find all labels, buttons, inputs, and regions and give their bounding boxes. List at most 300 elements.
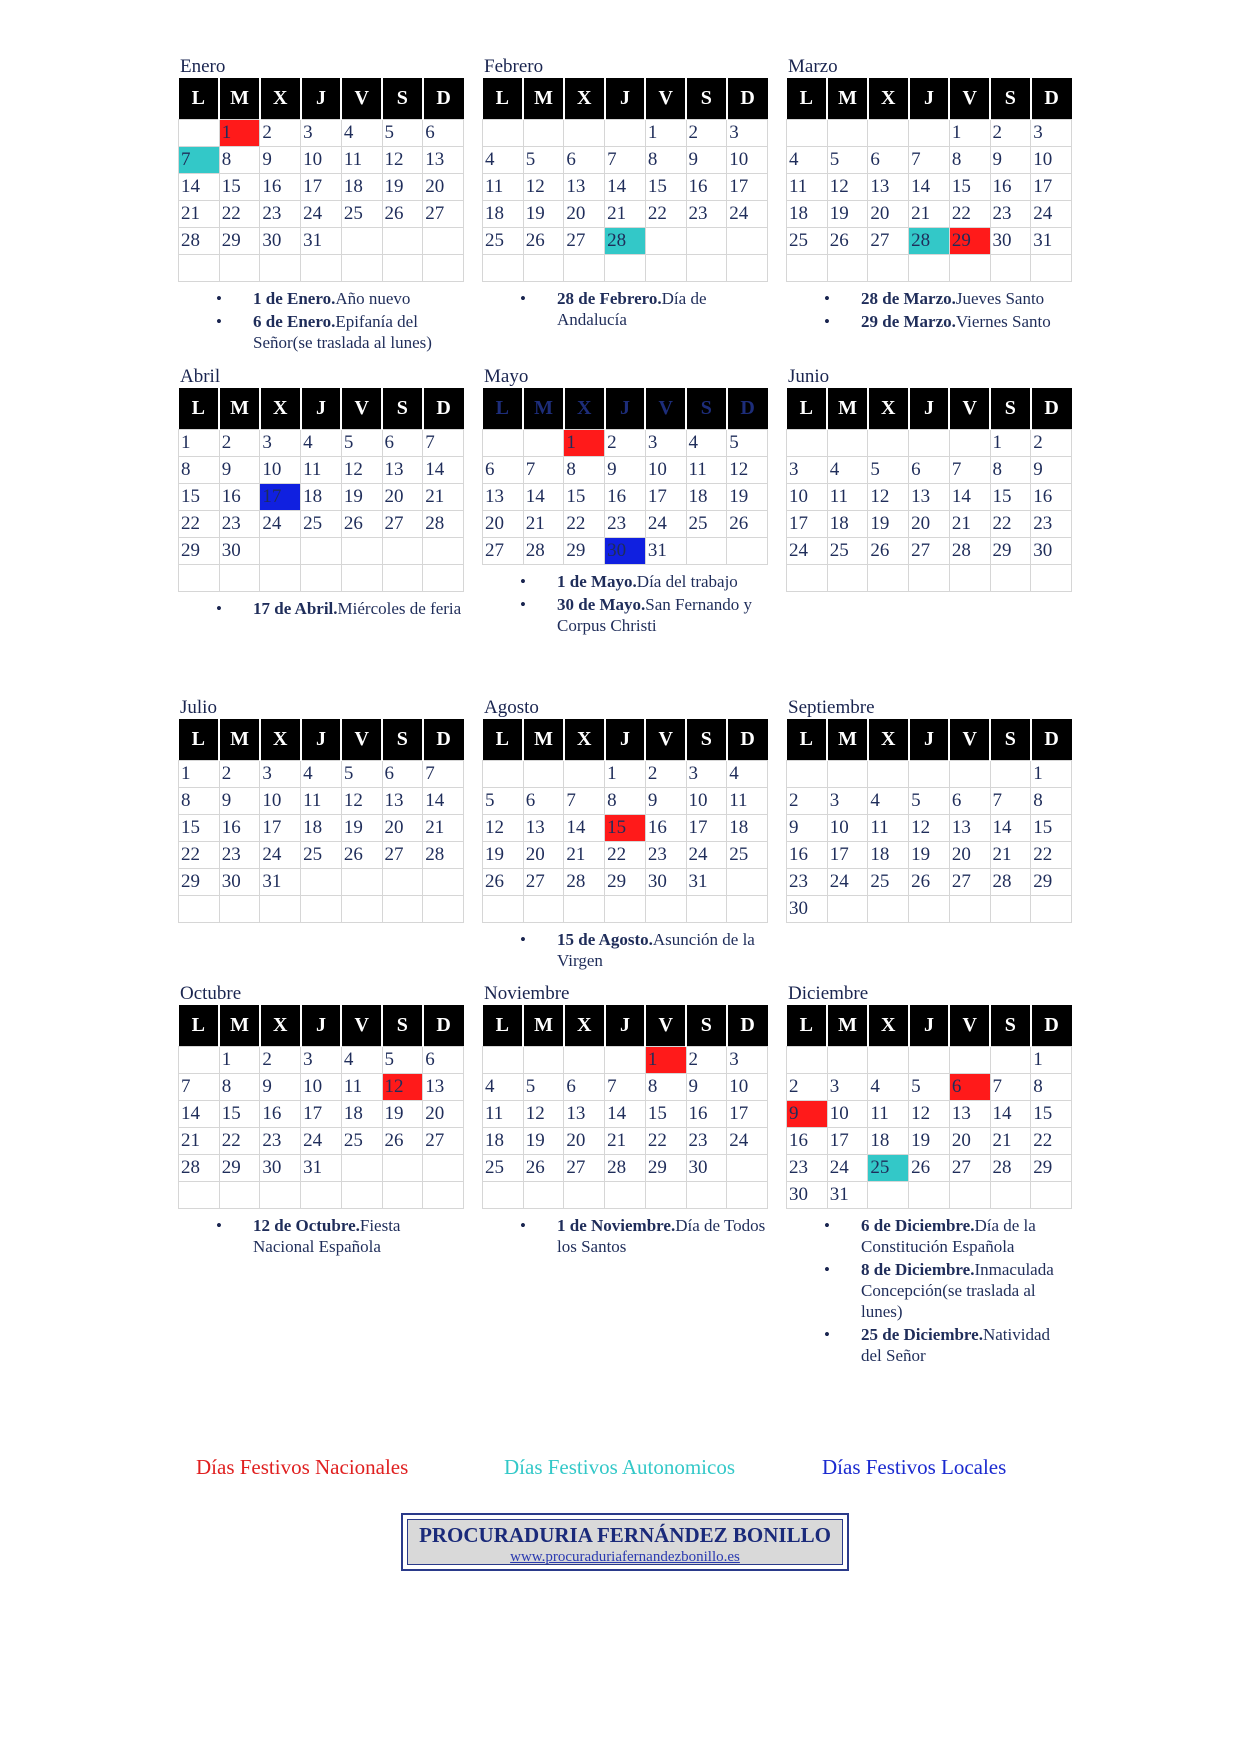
day-cell [787,120,828,147]
day-cell: 31 [301,1155,342,1182]
weekday-header: S [686,78,727,120]
month-table [482,719,768,923]
month-julio [178,697,464,923]
month-title: Agosto [484,697,539,718]
day-cell [645,228,686,255]
day-cell: 1 [219,120,260,147]
day-cell: 26 [523,1155,564,1182]
day-cell [990,255,1031,282]
weekday-header: X [868,388,909,430]
weekday-header: V [949,388,990,430]
day-cell [727,538,768,565]
day-cell [605,120,646,147]
day-cell [423,228,464,255]
month-title: Julio [180,697,217,718]
holiday-note [861,1215,1072,1257]
holiday-date: 25 de Diciembre. [861,1325,983,1344]
day-cell: 7 [605,1074,646,1101]
day-cell: 19 [523,1128,564,1155]
day-cell: 12 [382,1074,423,1101]
weekday-header: J [301,1005,342,1047]
day-cell: 3 [260,430,301,457]
day-cell: 21 [564,842,605,869]
day-cell: 9 [645,788,686,815]
day-cell: 9 [219,457,260,484]
day-cell [423,538,464,565]
day-cell: 18 [483,201,524,228]
day-cell: 12 [909,815,950,842]
day-cell [827,1047,868,1074]
day-cell: 1 [645,120,686,147]
day-cell [1031,255,1072,282]
holiday-description: Día de Todos los Santos [557,1216,766,1256]
day-cell [523,1047,564,1074]
day-cell [990,1047,1031,1074]
day-cell: 3 [1031,120,1072,147]
day-cell: 11 [483,174,524,201]
day-cell: 4 [727,761,768,788]
weekday-header: L [483,719,524,761]
day-cell [727,896,768,923]
day-cell [423,869,464,896]
weekday-header: J [909,719,950,761]
day-cell: 4 [868,788,909,815]
holiday-date: 28 de Marzo. [861,289,956,308]
day-cell [382,565,423,592]
day-cell: 25 [483,228,524,255]
day-cell: 21 [423,815,464,842]
day-cell: 29 [219,1155,260,1182]
day-cell: 27 [423,201,464,228]
day-cell: 27 [949,1155,990,1182]
day-cell: 23 [1031,511,1072,538]
day-cell [341,869,382,896]
day-cell: 18 [301,815,342,842]
weekday-header: V [341,388,382,430]
day-cell [787,565,828,592]
day-cell: 8 [1031,788,1072,815]
day-cell: 12 [909,1101,950,1128]
day-cell: 20 [564,201,605,228]
month-febrero [482,56,768,332]
day-cell: 17 [787,511,828,538]
day-cell: 30 [219,869,260,896]
weekday-header: X [260,78,301,120]
day-cell: 7 [909,147,950,174]
day-cell: 5 [523,147,564,174]
day-cell: 18 [686,484,727,511]
day-cell: 16 [686,174,727,201]
day-cell: 3 [301,1047,342,1074]
day-cell: 6 [909,457,950,484]
day-cell: 4 [301,430,342,457]
day-cell: 10 [301,1074,342,1101]
day-cell: 6 [423,1047,464,1074]
day-cell: 26 [341,511,382,538]
holiday-date: 6 de Diciembre. [861,1216,975,1235]
day-cell: 8 [949,147,990,174]
day-cell: 13 [868,174,909,201]
day-cell: 27 [483,538,524,565]
day-cell [382,538,423,565]
day-cell: 9 [260,1074,301,1101]
day-cell [219,565,260,592]
day-cell: 2 [219,761,260,788]
weekday-header: X [260,1005,301,1047]
holiday-date: 28 de Febrero. [557,289,662,308]
weekday-header: D [727,1005,768,1047]
holiday-notes [482,1215,768,1257]
day-cell: 30 [990,228,1031,255]
day-cell: 28 [990,1155,1031,1182]
weekday-header: L [787,1005,828,1047]
day-cell: 7 [179,147,220,174]
day-cell [523,255,564,282]
day-cell [382,896,423,923]
holiday-notes [178,1215,464,1257]
day-cell: 22 [645,1128,686,1155]
day-cell: 13 [564,1101,605,1128]
day-cell: 1 [1031,761,1072,788]
day-cell: 27 [564,228,605,255]
day-cell: 29 [1031,869,1072,896]
day-cell: 4 [341,1047,382,1074]
day-cell: 26 [382,201,423,228]
weekday-header: M [523,1005,564,1047]
day-cell [260,1182,301,1209]
weekday-header: J [605,78,646,120]
weekday-header: S [382,1005,423,1047]
day-cell: 23 [645,842,686,869]
day-cell: 23 [686,201,727,228]
firm-box [401,1513,849,1571]
day-cell: 30 [645,869,686,896]
day-cell: 18 [868,842,909,869]
day-cell: 1 [179,430,220,457]
day-cell: 17 [727,1101,768,1128]
day-cell [382,255,423,282]
firm-url-link[interactable]: www.procuraduriafernandezbonillo.es [510,1549,740,1565]
weekday-header: J [909,388,950,430]
day-cell [179,120,220,147]
day-cell: 4 [301,761,342,788]
weekday-header: D [727,78,768,120]
day-cell: 15 [219,1101,260,1128]
day-cell [605,1047,646,1074]
day-cell: 24 [1031,201,1072,228]
day-cell: 29 [990,538,1031,565]
holiday-description: Día de la Constitución Española [861,1216,1036,1256]
day-cell: 13 [909,484,950,511]
day-cell [1031,565,1072,592]
weekday-header: M [523,719,564,761]
day-cell: 26 [727,511,768,538]
day-cell [483,1047,524,1074]
day-cell: 15 [949,174,990,201]
day-cell: 17 [645,484,686,511]
weekday-header: S [382,719,423,761]
day-cell [909,120,950,147]
weekday-header: S [990,78,1031,120]
day-cell: 20 [868,201,909,228]
day-cell: 5 [909,1074,950,1101]
day-cell: 14 [990,815,1031,842]
day-cell: 11 [301,788,342,815]
day-cell: 9 [260,147,301,174]
day-cell: 24 [260,842,301,869]
day-cell: 20 [949,1128,990,1155]
day-cell: 10 [827,815,868,842]
day-cell: 19 [483,842,524,869]
day-cell: 22 [990,511,1031,538]
day-cell: 17 [686,815,727,842]
day-cell: 6 [949,1074,990,1101]
weekday-header: L [787,78,828,120]
day-cell: 21 [605,201,646,228]
day-cell: 9 [1031,457,1072,484]
weekday-header: M [219,78,260,120]
day-cell: 8 [219,147,260,174]
day-cell: 25 [301,511,342,538]
day-cell [179,896,220,923]
day-cell [219,1182,260,1209]
day-cell: 18 [341,174,382,201]
day-cell: 26 [382,1128,423,1155]
holiday-note [557,288,768,330]
month-table [178,78,464,282]
day-cell: 22 [179,511,220,538]
day-cell [483,761,524,788]
day-cell: 27 [382,511,423,538]
day-cell: 13 [382,788,423,815]
day-cell: 1 [219,1047,260,1074]
day-cell [727,869,768,896]
day-cell: 5 [341,761,382,788]
month-title: Abril [180,366,221,387]
day-cell [827,120,868,147]
day-cell: 16 [990,174,1031,201]
weekday-header: M [827,78,868,120]
day-cell [483,896,524,923]
day-cell: 16 [787,1128,828,1155]
weekday-header: D [423,1005,464,1047]
day-cell [564,255,605,282]
day-cell: 4 [827,457,868,484]
weekday-header: X [564,388,605,430]
day-cell: 17 [1031,174,1072,201]
day-cell: 11 [787,174,828,201]
month-title: Octubre [180,983,242,1004]
weekday-header: V [341,719,382,761]
day-cell: 16 [686,1101,727,1128]
day-cell: 29 [564,538,605,565]
day-cell: 12 [868,484,909,511]
day-cell: 10 [645,457,686,484]
day-cell: 28 [605,1155,646,1182]
day-cell [990,565,1031,592]
day-cell [949,761,990,788]
weekday-header: L [179,78,220,120]
day-cell [868,120,909,147]
day-cell: 19 [909,1128,950,1155]
day-cell [645,255,686,282]
day-cell [219,896,260,923]
month-title: Noviembre [484,983,570,1004]
day-cell: 14 [523,484,564,511]
day-cell [564,120,605,147]
holiday-note [253,1215,464,1257]
day-cell: 15 [645,174,686,201]
day-cell: 24 [827,869,868,896]
weekday-header: S [990,1005,1031,1047]
holiday-note [861,311,1072,332]
weekday-header: L [483,1005,524,1047]
day-cell [868,255,909,282]
holiday-date: 12 de Octubre. [253,1216,360,1235]
day-cell [260,255,301,282]
holiday-description: Asunción de la Virgen [557,930,755,970]
day-cell: 1 [179,761,220,788]
weekday-header: M [219,388,260,430]
day-cell [483,120,524,147]
day-cell: 28 [564,869,605,896]
holiday-note [557,571,768,592]
weekday-header: V [341,78,382,120]
day-cell: 22 [179,842,220,869]
day-cell: 21 [990,1128,1031,1155]
holiday-notes [786,288,1072,332]
day-cell: 5 [868,457,909,484]
day-cell: 18 [727,815,768,842]
day-cell [949,565,990,592]
day-cell: 25 [727,842,768,869]
day-cell [483,1182,524,1209]
day-cell: 9 [787,815,828,842]
day-cell [909,430,950,457]
day-cell: 6 [523,788,564,815]
day-cell: 23 [990,201,1031,228]
day-cell: 25 [341,1128,382,1155]
weekday-header: S [382,78,423,120]
day-cell: 10 [1031,147,1072,174]
day-cell [341,1155,382,1182]
day-cell: 13 [382,457,423,484]
day-cell: 5 [727,430,768,457]
day-cell [868,565,909,592]
weekday-header: J [605,1005,646,1047]
day-cell: 6 [483,457,524,484]
day-cell: 24 [301,1128,342,1155]
day-cell: 3 [645,430,686,457]
day-cell: 27 [523,869,564,896]
day-cell: 1 [645,1047,686,1074]
day-cell: 4 [787,147,828,174]
weekday-header: J [605,388,646,430]
day-cell: 6 [423,120,464,147]
day-cell: 13 [483,484,524,511]
day-cell: 28 [179,228,220,255]
day-cell: 7 [605,147,646,174]
day-cell: 30 [260,228,301,255]
day-cell [1031,896,1072,923]
month-title: Mayo [484,366,529,387]
day-cell: 2 [787,788,828,815]
day-cell: 3 [827,1074,868,1101]
holiday-description: San Fernando y Corpus Christi [557,595,753,635]
day-cell: 30 [605,538,646,565]
holiday-date: 29 de Marzo. [861,312,956,331]
day-cell: 17 [727,174,768,201]
day-cell [523,430,564,457]
day-cell: 24 [727,1128,768,1155]
day-cell: 4 [868,1074,909,1101]
day-cell: 7 [179,1074,220,1101]
holiday-description: Viernes Santo [955,312,1051,331]
day-cell: 18 [787,201,828,228]
day-cell: 26 [909,1155,950,1182]
day-cell: 21 [990,842,1031,869]
day-cell: 22 [605,842,646,869]
weekday-header: D [423,78,464,120]
day-cell: 1 [1031,1047,1072,1074]
day-cell: 2 [605,430,646,457]
day-cell: 29 [179,538,220,565]
day-cell: 3 [827,788,868,815]
day-cell: 2 [260,120,301,147]
day-cell: 8 [179,457,220,484]
day-cell: 10 [686,788,727,815]
day-cell [990,761,1031,788]
day-cell: 23 [260,201,301,228]
day-cell: 7 [990,788,1031,815]
weekday-header: L [179,1005,220,1047]
weekday-header: S [686,388,727,430]
day-cell: 31 [827,1182,868,1209]
month-abril [178,366,464,621]
holiday-description: Año nuevo [335,289,411,308]
day-cell [301,538,342,565]
day-cell [423,1182,464,1209]
day-cell [787,255,828,282]
day-cell: 19 [868,511,909,538]
weekday-header: M [219,719,260,761]
day-cell [523,1182,564,1209]
day-cell [868,1182,909,1209]
weekday-header: L [787,719,828,761]
day-cell: 12 [382,147,423,174]
day-cell: 6 [382,430,423,457]
weekday-header: J [909,1005,950,1047]
day-cell [909,565,950,592]
day-cell: 30 [219,538,260,565]
day-cell: 23 [219,842,260,869]
day-cell: 10 [727,1074,768,1101]
day-cell: 23 [605,511,646,538]
day-cell: 21 [523,511,564,538]
day-cell [686,896,727,923]
weekday-header: D [1031,719,1072,761]
day-cell [827,430,868,457]
holiday-description: Inmaculada Concepción(se traslada al lunes) [861,1260,1054,1321]
day-cell: 3 [686,761,727,788]
day-cell: 28 [605,228,646,255]
day-cell [423,565,464,592]
weekday-header: V [949,719,990,761]
day-cell: 21 [179,1128,220,1155]
day-cell: 8 [645,147,686,174]
day-cell: 16 [605,484,646,511]
day-cell [949,255,990,282]
